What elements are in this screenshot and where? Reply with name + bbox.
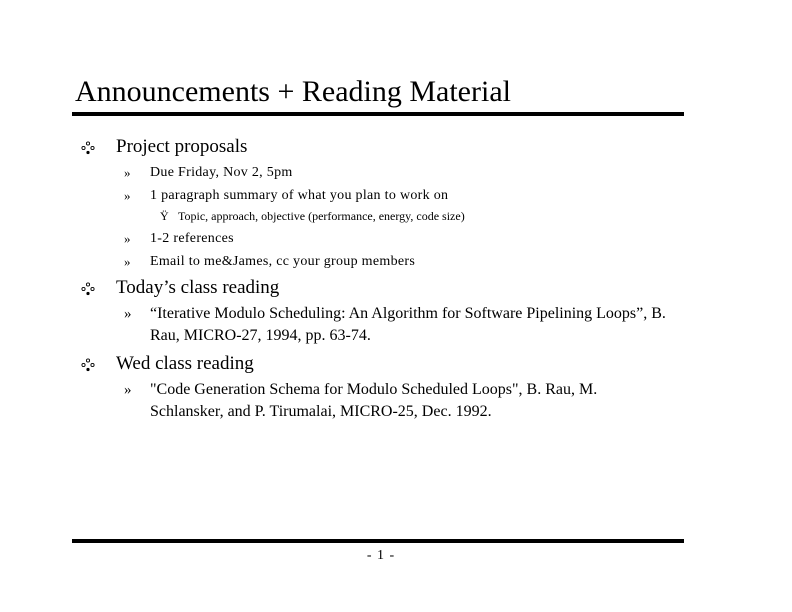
diamond-pattern-icon xyxy=(81,282,95,296)
bullet-wed-reading: Wed class reading xyxy=(116,353,254,374)
list-item: Email to me&James, cc your group members xyxy=(150,254,416,269)
bullet-project-proposals: Project proposals xyxy=(116,136,248,157)
reading-citation: “Iterative Modulo Scheduling: An Algorithm for Software Pipelining Loops”, B. Rau, MICRO-27, 1994, pp. 63-74. xyxy=(150,305,666,344)
double-chevron-icon: » xyxy=(124,254,131,269)
double-chevron-icon: » xyxy=(124,165,131,180)
diamond-pattern-icon xyxy=(81,358,95,372)
double-chevron-icon: » xyxy=(124,188,131,203)
list-item: 1-2 references xyxy=(150,231,234,246)
footer-divider xyxy=(72,539,684,543)
page-number: - 1 - xyxy=(366,548,396,563)
diamond-pattern-icon xyxy=(81,141,95,155)
list-item: Topic, approach, objective (performance, energy, code size) xyxy=(178,209,465,223)
double-chevron-icon: » xyxy=(124,306,132,322)
double-chevron-icon: » xyxy=(124,231,131,246)
double-chevron-icon: » xyxy=(124,382,132,398)
sub-bullet-marker: Ÿ xyxy=(160,209,169,223)
title-divider xyxy=(72,112,684,116)
list-item: 1 paragraph summary of what you plan to work on xyxy=(150,188,449,203)
reading-citation: "Code Generation Schema for Modulo Scheduled Loops", B. Rau, M. Schlansker, and P. Tirumalai, MICRO-25, Dec. 1992. xyxy=(150,381,598,420)
slide-title: Announcements + Reading Material xyxy=(75,75,511,108)
list-item: Due Friday, Nov 2, 5pm xyxy=(150,165,293,180)
bullet-todays-reading: Today’s class reading xyxy=(116,277,280,298)
